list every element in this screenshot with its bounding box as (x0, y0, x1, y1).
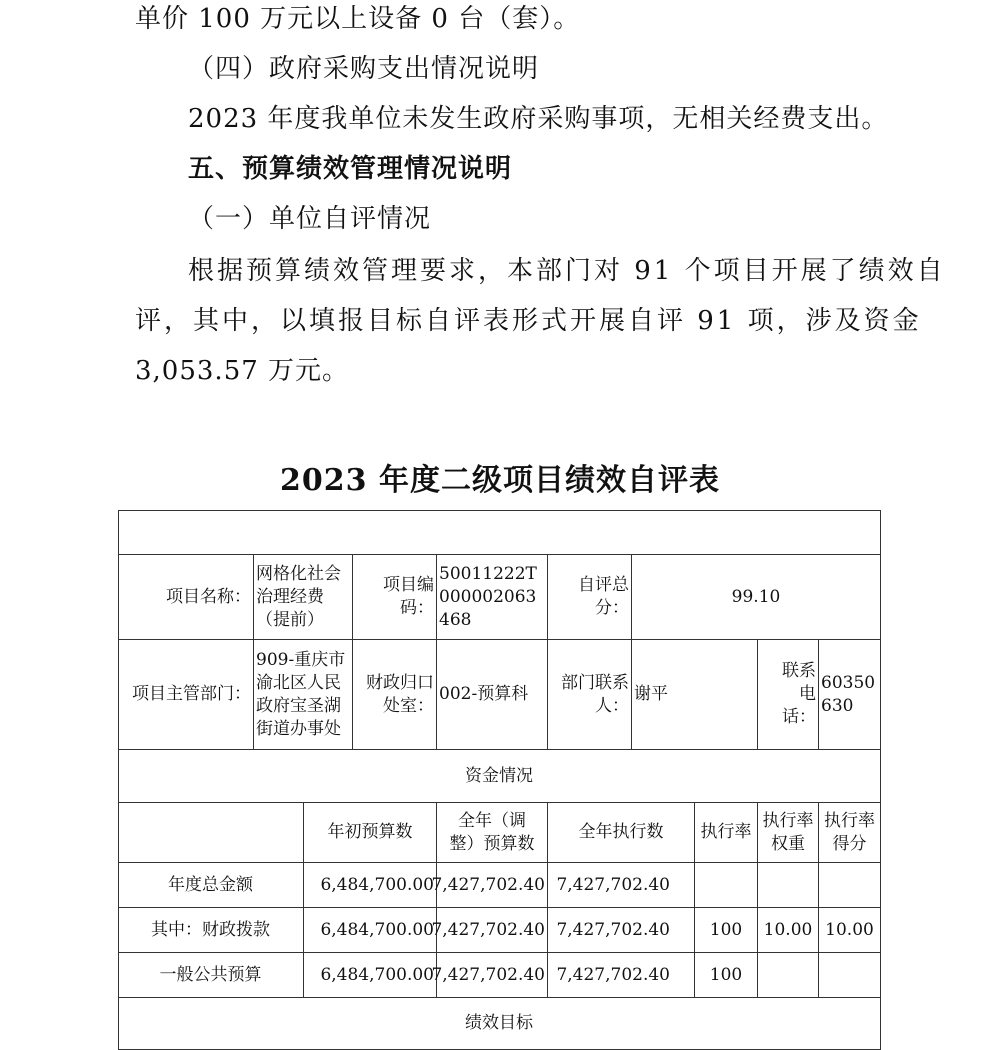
text-line: 评，其中，以填报目标自评表形式开展自评 91 项，涉及资金 (135, 306, 922, 336)
evaluation-table (118, 510, 881, 1050)
project-code-label: 项目编码： (353, 555, 437, 640)
col-weight: 执行率权重 (758, 803, 819, 863)
table-cell: 10.00 (758, 908, 819, 953)
text-line: 3,053.57 万元。 (135, 356, 350, 386)
table-cell (758, 953, 819, 998)
section-heading: （四）政府采购支出情况说明 (188, 54, 540, 84)
table-row: 一般公共预算 (118, 953, 304, 998)
table-cell: 7,427,702.40 (548, 908, 695, 953)
table-row: 年度总金额 (118, 863, 304, 908)
table-cell: 100 (695, 908, 758, 953)
self-score-label: 自评总分： (548, 555, 632, 640)
section-heading: （一）单位自评情况 (188, 204, 432, 234)
text-line: 单价 100 万元以上设备 0 台（套）。 (135, 4, 581, 34)
dept-label: 项目主管部门： (118, 640, 254, 750)
office-label: 财政归口处室： (353, 640, 437, 750)
table-cell (819, 953, 881, 998)
col-rate: 执行率 (695, 803, 758, 863)
table-cell (819, 863, 881, 908)
table-blank-row (118, 510, 881, 555)
table-cell: 7,427,702.40 (437, 863, 548, 908)
table-cell: 100 (695, 953, 758, 998)
col-executed: 全年执行数 (548, 803, 695, 863)
phone-label: 联系电话： (758, 640, 819, 750)
col-adjusted-budget: 全年（调整）预算数 (437, 803, 548, 863)
table-cell: 7,427,702.40 (548, 953, 695, 998)
table-cell: 10.00 (819, 908, 881, 953)
project-code-value: 50011222T000002063468 (437, 555, 548, 640)
phone-value: 60350630 (819, 640, 881, 750)
table-cell: 6,484,700.00 (304, 953, 437, 998)
table-row: 其中：财政拨款 (118, 908, 304, 953)
table-cell: 7,427,702.40 (437, 953, 548, 998)
table-title: 2023 年度二级项目绩效自评表 (280, 463, 720, 498)
text-line: 根据预算绩效管理要求，本部门对 91 个项目开展了绩效自 (188, 256, 946, 286)
dept-value: 909-重庆市渝北区人民政府宝圣湖街道办事处 (254, 640, 353, 750)
performance-header: 绩效目标 (118, 998, 881, 1050)
contact-value: 谢平 (632, 640, 758, 750)
self-score-value: 99.10 (632, 555, 881, 640)
text-line: 2023 年度我单位未发生政府采购事项，无相关经费支出。 (188, 104, 889, 134)
col-initial-budget: 年初预算数 (304, 803, 437, 863)
table-cell (695, 863, 758, 908)
table-cell: 7,427,702.40 (548, 863, 695, 908)
funds-header: 资金情况 (118, 750, 881, 803)
table-cell: 7,427,702.40 (437, 908, 548, 953)
contact-label: 部门联系人： (548, 640, 632, 750)
table-cell (758, 863, 819, 908)
col-score: 执行率得分 (819, 803, 881, 863)
funds-col-blank (118, 803, 304, 863)
office-value: 002-预算科 (437, 640, 548, 750)
table-cell: 6,484,700.00 (304, 863, 437, 908)
project-name-value: 网格化社会治理经费（提前） (254, 555, 353, 640)
section-heading: 五、预算绩效管理情况说明 (188, 154, 513, 184)
table-cell: 6,484,700.00 (304, 908, 437, 953)
project-name-label: 项目名称： (118, 555, 254, 640)
